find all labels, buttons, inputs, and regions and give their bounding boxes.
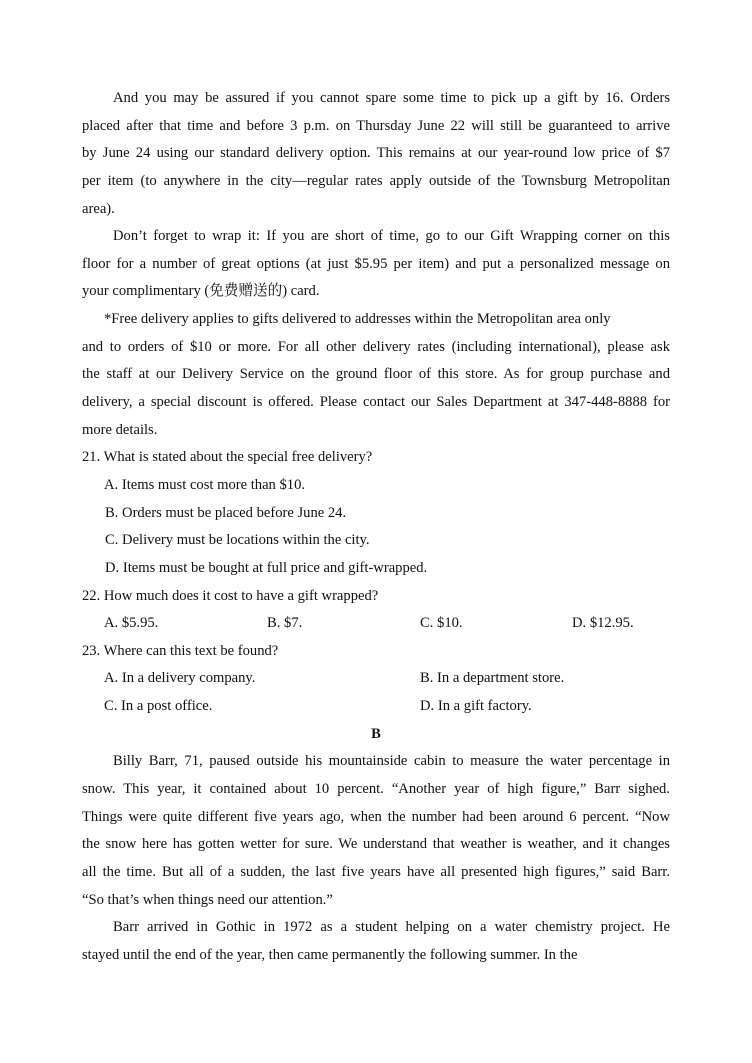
- paragraph-pickup: [82, 85, 670, 223]
- text-line: “So that’s when things need our attention.”: [82, 891, 333, 908]
- option-d: D. In a gift factory.: [420, 698, 532, 715]
- text-line: *Free delivery applies to gifts delivered to addresses within the Metropolitan area only: [104, 311, 611, 328]
- options-row: [82, 665, 670, 693]
- options-row: [82, 693, 670, 721]
- options-row: [82, 610, 670, 638]
- text-line: placed after that time and before 3 p.m. on Thursday June 22 will still be guaranteed to arrive: [82, 117, 670, 134]
- option-a: A. $5.95.: [104, 615, 159, 632]
- question-stem: 23. Where can this text be found?: [82, 642, 279, 659]
- option-a: A. Items must cost more than $10.: [104, 476, 306, 493]
- text-line: all the time. But all of a sudden, the last five years have all presented high figures,” said Barr.: [82, 863, 670, 880]
- text-line: area).: [82, 200, 115, 217]
- question-23: [82, 638, 670, 721]
- option-b: B. Orders must be placed before June 24.: [105, 504, 347, 521]
- option-b: B. $7.: [267, 615, 303, 632]
- option-a: A. In a delivery company.: [104, 670, 256, 687]
- text-line: delivery, a special discount is offered. Please contact our Sales Department at 347-448-8888 for: [82, 394, 670, 411]
- text-line: And you may be assured if you cannot spare some time to pick up a gift by 16. Orders: [113, 90, 670, 106]
- text-line: by June 24 using our standard delivery option. This remains at our year-round low price of $7: [82, 145, 670, 162]
- paragraph-wrapping: [82, 223, 670, 306]
- text-line: Billy Barr, 71, paused outside his mountainside cabin to measure the water percentage in: [113, 753, 670, 770]
- option-c: C. $10.: [420, 615, 463, 632]
- document-page: [82, 85, 670, 970]
- text-line: per item (to anywhere in the city—regular rates apply outside of the Townsburg Metropolitan: [82, 172, 670, 189]
- option-d: D. $12.95.: [572, 615, 634, 632]
- question-stem: 22. How much does it cost to have a gift wrapped?: [82, 587, 379, 604]
- option-d: D. Items must be bought at full price and gift-wrapped.: [105, 559, 428, 576]
- text-line: the snow here has gotten wetter for sure. We understand that weather is weather, and it changes: [82, 836, 670, 853]
- text-line: Don’t forget to wrap it: If you are short of time, go to our Gift Wrapping corner on this: [113, 228, 670, 245]
- text-line: floor for a number of great options (at just $5.95 per item) and put a personalized message on: [82, 255, 670, 272]
- text-line: stayed until the end of the year, then came permanently the following summer. In the: [82, 946, 578, 963]
- option-c: C. In a post office.: [104, 698, 213, 715]
- text-line: Things were quite different five years ago, when the number had been around 6 percent. “Now: [82, 808, 670, 825]
- section-heading: B: [371, 725, 381, 742]
- question-stem: 21. What is stated about the special free delivery?: [82, 449, 373, 466]
- text-line: Barr arrived in Gothic in 1972 as a student helping on a water chemistry project. He: [113, 919, 670, 936]
- text-line: and to orders of $10 or more. For all other delivery rates (including international), please ask: [82, 338, 670, 355]
- text-line: snow. This year, it contained about 10 percent. “Another year of high figure,” Barr sighed.: [82, 781, 670, 798]
- paragraph-gothic: [82, 914, 670, 969]
- question-21: [82, 444, 670, 582]
- question-22: [82, 583, 670, 638]
- option-b: B. In a department store.: [420, 670, 565, 687]
- paragraph-free-delivery: [82, 306, 670, 444]
- text-line: more details.: [82, 421, 158, 438]
- text-line: your complimentary (免费赠送的) card.: [82, 283, 320, 300]
- option-c: C. Delivery must be locations within the city.: [105, 532, 370, 549]
- text-line: the staff at our Delivery Service on the ground floor of this store. As for group purchase and: [82, 366, 670, 383]
- paragraph-billy-barr: [82, 748, 670, 914]
